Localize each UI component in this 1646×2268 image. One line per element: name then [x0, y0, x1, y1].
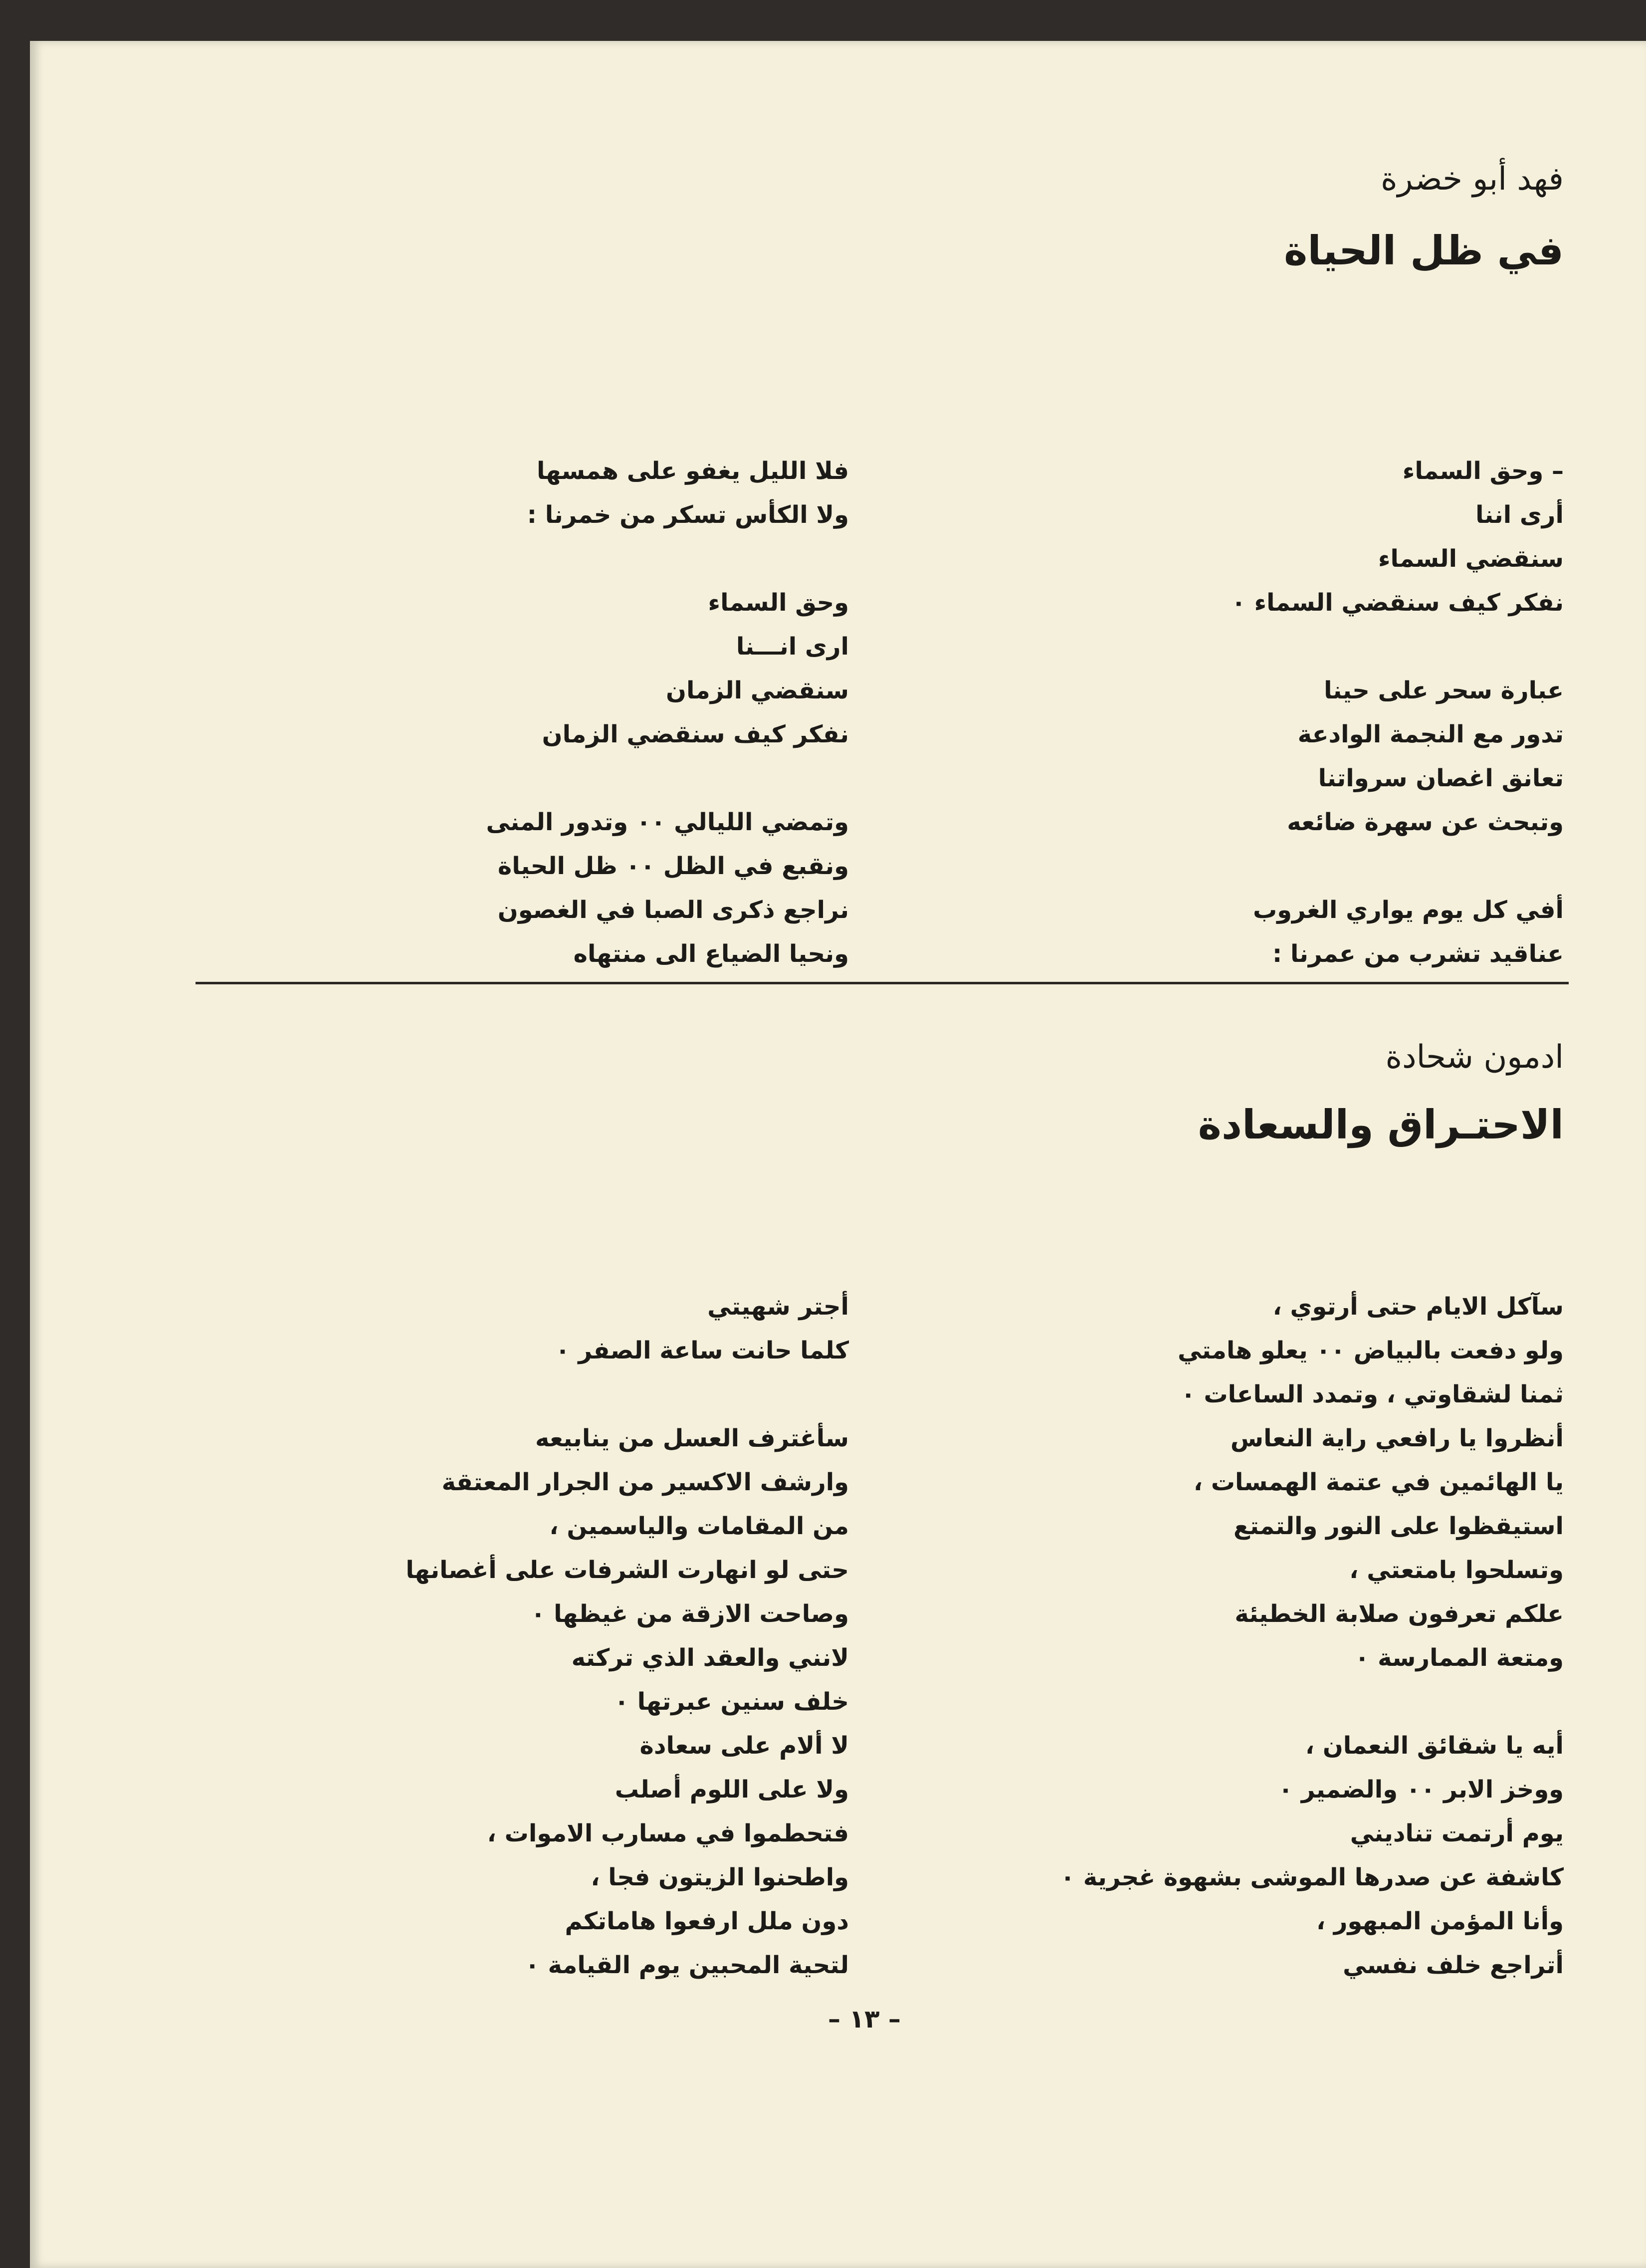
verse-line: – وحق السماء: [1402, 457, 1564, 485]
poem1-right-column: [1232, 449, 1564, 976]
poem2-right-column: [1060, 1285, 1564, 1987]
verse-line: ولا على اللوم أصلب: [615, 1776, 849, 1804]
stanza: [1060, 1285, 1564, 1680]
verse-line: وتبحث عن سهرة ضائعه: [1287, 808, 1564, 836]
verse-line: حتى لو انهارت الشرفات على أغصانها: [406, 1556, 849, 1584]
poem2-author: ادمون شحادة: [1385, 1039, 1564, 1076]
verse-line: ونحيا الضياع الى منتهاه: [573, 940, 849, 968]
verse-line: عبارة سحر على حينا: [1324, 677, 1564, 704]
verse-line: يوم أرتمت تناديني: [1350, 1819, 1564, 1847]
verse-line: تدور مع النجمة الوادعة: [1297, 720, 1564, 748]
verse-line: ووخز الابر ٠٠ والضمير ٠: [1278, 1776, 1564, 1804]
verse-line: أجتر شهيتي: [707, 1293, 849, 1321]
stanza: [486, 449, 849, 537]
stanza: [406, 1416, 849, 1987]
stanza: [1232, 888, 1564, 976]
verse-line: فلا الليل يغفو على همسها: [537, 457, 849, 485]
stanza: [406, 1285, 849, 1372]
verse-line: وصاحت الازقة من غيظها ٠: [531, 1600, 849, 1628]
verse-line: وتمضي الليالي ٠٠ وتدور المنى: [486, 808, 849, 836]
verse-line: أفي كل يوم يواري الغروب: [1252, 896, 1564, 924]
verse-line: ولا الكأس تسكر من خمرنا :: [527, 501, 849, 529]
verse-line: سنقضي السماء: [1378, 545, 1564, 573]
stanza: [1232, 449, 1564, 625]
poem2-left-column: [406, 1285, 849, 1987]
poem2-title: الاحتـراق والسعادة: [1198, 1102, 1564, 1148]
verse-line: استيقظوا على النور والتمتع: [1233, 1512, 1564, 1540]
verse-line: سنقضي الزمان: [666, 677, 849, 704]
verse-line: نفكر كيف سنقضي الزمان: [542, 720, 849, 748]
verse-line: ثمنا لشقاوتي ، وتمدد الساعات ٠: [1181, 1380, 1564, 1408]
poem1-author: فهد أبو خضرة: [1381, 161, 1564, 198]
verse-line: علكم تعرفون صلابة الخطيئة: [1234, 1600, 1564, 1628]
verse-line: لا ألام على سعادة: [639, 1732, 849, 1760]
stanza: [1060, 1724, 1564, 1987]
stanza: [486, 581, 849, 756]
verse-line: سأغترف العسل من ينابيعه: [535, 1424, 849, 1452]
verse-line: لانني والعقد الذي تركته: [571, 1644, 849, 1672]
section-divider: [196, 982, 1569, 984]
verse-line: أنظروا يا رافعي راية النعاس: [1230, 1424, 1564, 1452]
verse-line: وتسلحوا بامتعتي ،: [1349, 1556, 1564, 1584]
verse-line: وارشف الاكسير من الجرار المعتقة: [441, 1468, 849, 1496]
verse-line: أيه يا شقائق النعمان ،: [1305, 1732, 1564, 1760]
verse-line: أرى اننا: [1475, 501, 1564, 529]
verse-line: ونقبع في الظل ٠٠ ظل الحياة: [497, 852, 849, 880]
verse-line: تعانق اغصان سرواتنا: [1318, 764, 1564, 792]
verse-line: وأنا المؤمن المبهور ،: [1316, 1907, 1564, 1935]
page-number: – ١٣ –: [828, 2005, 901, 2034]
verse-line: نفكر كيف سنقضي السماء ٠: [1231, 589, 1564, 617]
verse-line: خلف سنين عبرتها ٠: [614, 1688, 849, 1716]
verse-line: يا الهائمين في عتمة الهمسات ،: [1193, 1468, 1564, 1496]
poem1-title: في ظل الحياة: [1284, 227, 1564, 274]
verse-line: لتحية المحبين يوم القيامة ٠: [525, 1951, 849, 1979]
verse-line: كاشفة عن صدرها الموشى بشهوة غجرية ٠: [1060, 1863, 1564, 1891]
verse-line: عناقيد تشرب من عمرنا :: [1272, 940, 1564, 968]
verse-line: كلما حانت ساعة الصفر ٠: [555, 1337, 849, 1364]
verse-line: دون ملل ارفعوا هاماتكم: [565, 1907, 849, 1935]
verse-line: ارى انـــنا: [736, 633, 849, 661]
verse-line: وحق السماء: [708, 589, 849, 617]
verse-line: من المقامات والياسمين ،: [549, 1512, 849, 1540]
stanza: [1232, 669, 1564, 844]
verse-line: نراجع ذكرى الصبا في الغصون: [497, 896, 849, 924]
verse-line: ولو دفعت بالبياض ٠٠ يعلو هامتي: [1178, 1337, 1564, 1364]
poem1-left-column: [486, 449, 849, 976]
stanza: [486, 800, 849, 976]
verse-line: ومتعة الممارسة ٠: [1355, 1644, 1564, 1672]
verse-line: فتحطموا في مسارب الاموات ،: [487, 1819, 849, 1847]
verse-line: واطحنوا الزيتون فجا ،: [591, 1863, 849, 1891]
verse-line: سآكل الايام حتى أرتوي ،: [1272, 1293, 1564, 1321]
verse-line: أتراجع خلف نفسي: [1343, 1951, 1564, 1979]
